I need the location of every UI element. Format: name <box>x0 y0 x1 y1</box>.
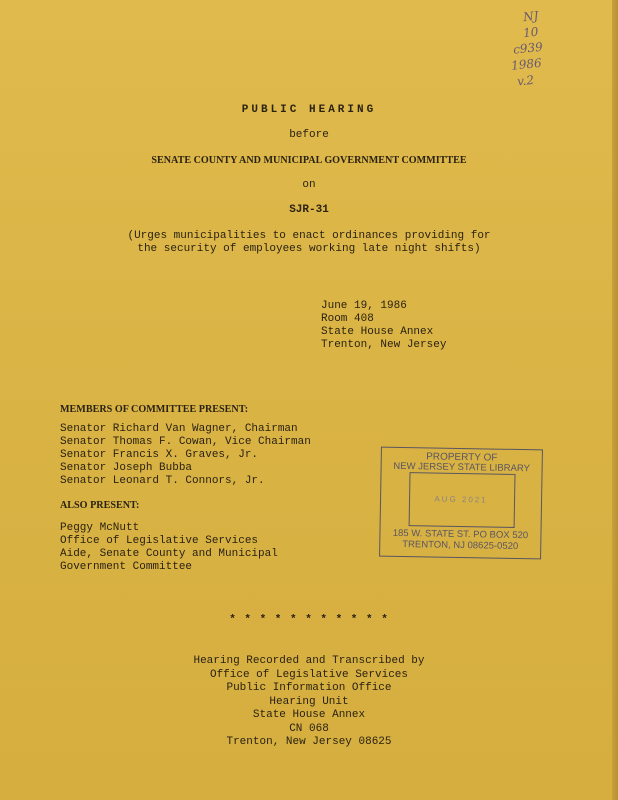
footer-line: Public Information Office <box>226 682 392 694</box>
also-item: Peggy McNutt <box>60 522 140 534</box>
members-heading: MEMBERS OF COMMITTEE PRESENT: <box>60 403 249 415</box>
hand-line: 10 <box>522 24 540 41</box>
transcription-credit <box>0 655 618 750</box>
members-list <box>60 423 311 488</box>
footer-line: State House Annex <box>252 709 366 721</box>
hand-line: NJ <box>522 8 540 25</box>
member-item: Senator Francis X. Graves, Jr. <box>60 449 259 461</box>
stamp-line1: PROPERTY OF <box>426 451 498 464</box>
hearing-date: June 19, 1986 <box>321 300 407 312</box>
footer-line: Hearing Unit <box>269 695 349 708</box>
hand-line: 1986 <box>510 55 543 73</box>
hearing-building: State House Annex <box>321 326 434 338</box>
library-stamp <box>379 447 543 560</box>
also-item: Government Committee <box>60 561 193 573</box>
committee-name: SENATE COUNTY AND MUNICIPAL GOVERNMENT COMMITTEE <box>151 154 467 166</box>
bill-description-line2: the security of employees working late night shifts) <box>137 243 481 255</box>
also-item: Aide, Senate County and Municipal <box>60 548 278 560</box>
also-present-list <box>60 522 278 574</box>
bill-description-line1: (Urges municipalities to enact ordinances providing for <box>127 230 491 242</box>
footer-line: Trenton, New Jersey 08625 <box>226 736 392 748</box>
member-item: Senator Leonard T. Connors, Jr. <box>60 475 265 487</box>
footer-line: Hearing Recorded and Transcribed by <box>193 655 425 667</box>
member-item: Senator Thomas F. Cowan, Vice Chairman <box>60 436 311 448</box>
stamp-line2: NEW JERSEY STATE LIBRARY <box>393 460 530 475</box>
handwritten-call-number <box>505 6 585 89</box>
hand-line: c939 <box>512 39 544 57</box>
member-item: Senator Joseph Bubba <box>60 462 193 474</box>
bill-number: SJR-31 <box>289 204 329 216</box>
footer-line: CN 068 <box>289 722 329 735</box>
title-on: on <box>302 179 316 191</box>
stamp-line4: TRENTON, NJ 08625-0520 <box>402 538 519 553</box>
title-public-hearing: PUBLIC HEARING <box>241 104 377 116</box>
hand-line: v.2 <box>516 72 535 89</box>
footer-line: Office of Legislative Services <box>209 668 409 681</box>
stamp-line3: 185 W. STATE ST. PO BOX 520 <box>392 527 529 542</box>
separator-asterisks: * * * * * * * * * * * <box>229 614 389 626</box>
hearing-details <box>321 300 446 352</box>
hearing-room: Room 408 <box>321 313 374 325</box>
title-before: before <box>289 129 329 141</box>
also-present-heading: ALSO PRESENT: <box>60 499 140 511</box>
hearing-city: Trenton, New Jersey <box>321 339 447 351</box>
also-item: Office of Legislative Services <box>60 535 259 547</box>
stamp-date: AUG 2021 <box>434 494 488 505</box>
member-item: Senator Richard Van Wagner, Chairman <box>60 423 298 435</box>
